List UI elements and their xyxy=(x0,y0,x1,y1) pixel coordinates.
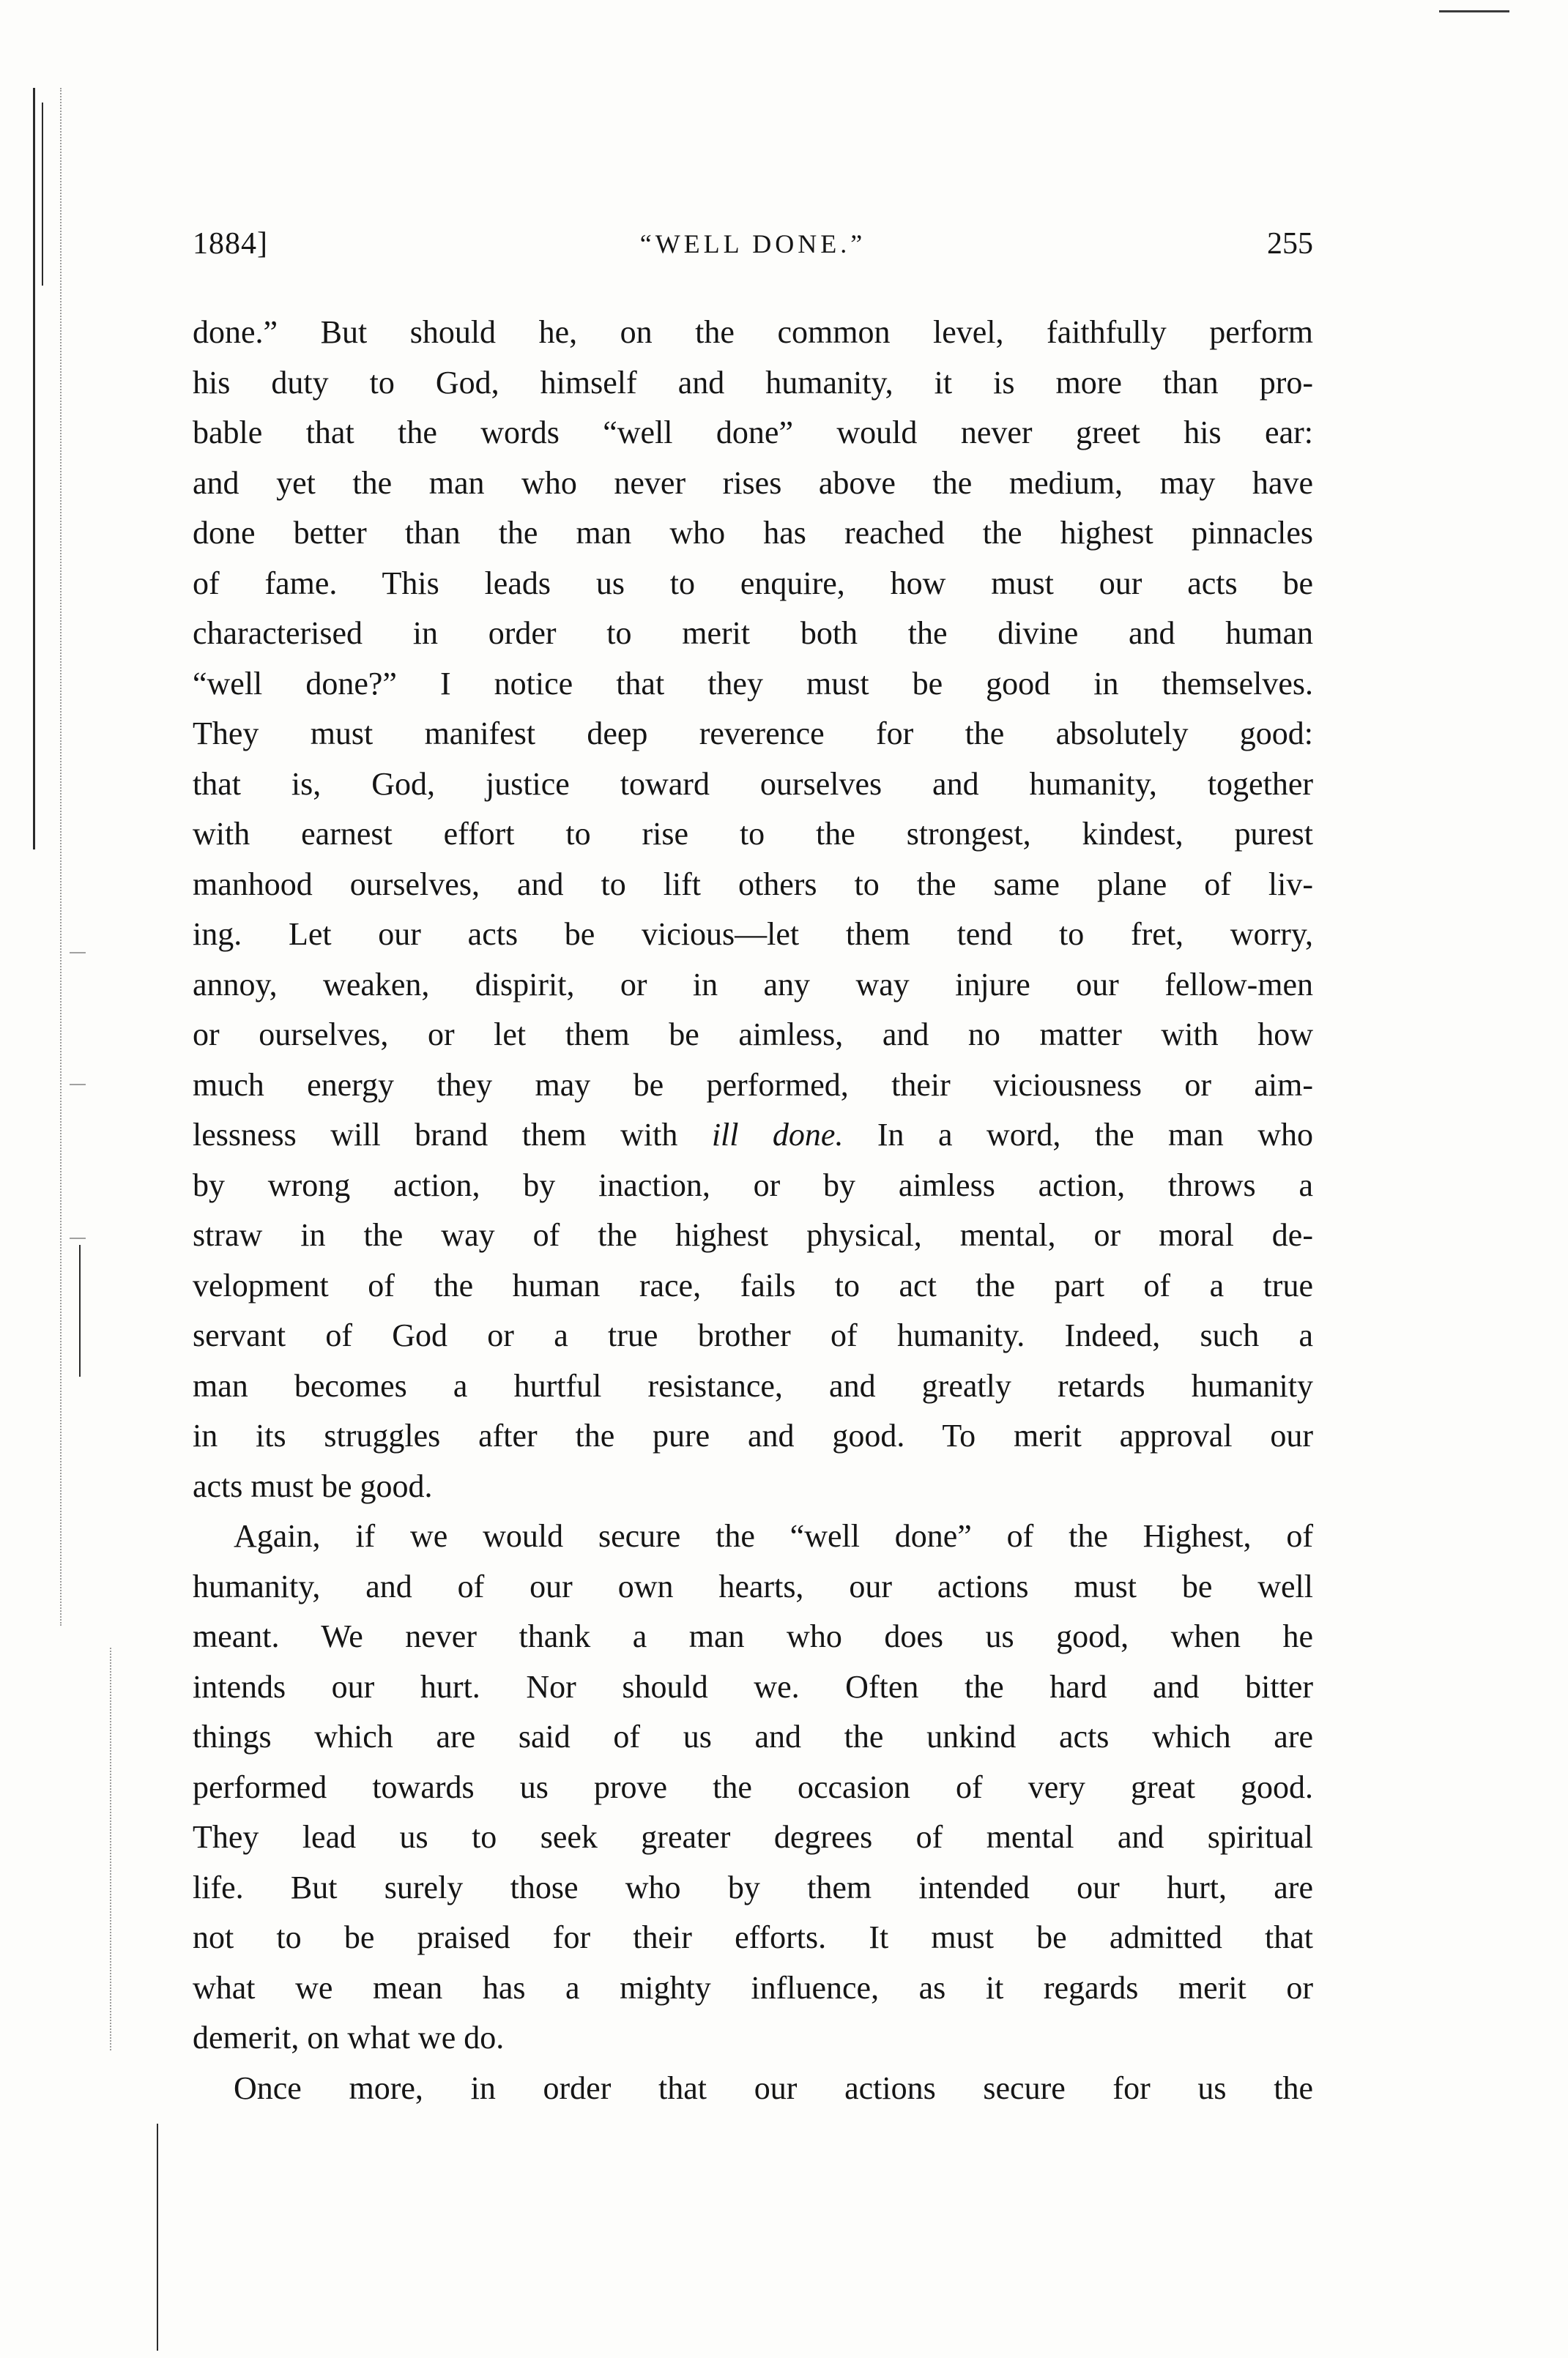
binding-edge-line xyxy=(157,2124,158,2351)
text-line: straw in the way of the highest physical, mental, or moral de- xyxy=(193,1217,1313,1253)
text-line: velopment of the human race, fails to act the part of a true xyxy=(193,1267,1313,1303)
text-line: servant of God or a true brother of humanity. Indeed, such a xyxy=(193,1317,1313,1353)
text-line: by wrong action, by inaction, or by aimless action, throws a xyxy=(193,1167,1313,1203)
text-line: things which are said of us and the unkind acts which are xyxy=(193,1719,1313,1755)
text-line: characterised in order to merit both the divine and human xyxy=(193,615,1313,651)
text-line: Again, if we would secure the “well done” of the Highest, of xyxy=(234,1518,1313,1554)
page-number: 255 xyxy=(1267,227,1313,261)
text-line: with earnest effort to rise to the strongest, kindest, purest xyxy=(193,816,1313,852)
body-text xyxy=(193,308,1313,2113)
text-line: done better than the man who has reached the highest pinnacles xyxy=(193,515,1313,551)
text-line: annoy, weaken, dispirit, or in any way injure our fellow-men xyxy=(193,966,1313,1003)
text-line: “well done?” I notice that they must be good in themselves. xyxy=(193,665,1313,702)
text-line: They must manifest deep reverence for the absolutely good: xyxy=(193,715,1313,751)
text-line: life. But surely those who by them intended our hurt, are xyxy=(193,1869,1313,1905)
binding-edge-speck xyxy=(70,952,86,953)
text-line: much energy they may be performed, their viciousness or aim- xyxy=(193,1066,1313,1103)
text-line: man becomes a hurtful resistance, and greatly retards humanity xyxy=(193,1367,1313,1404)
text-line: what we mean has a mighty influence, as it regards merit or xyxy=(193,1969,1313,2006)
header-year: 1884] xyxy=(193,227,268,261)
binding-edge-line xyxy=(33,88,35,849)
text-line: bable that the words “well done” would never greet his ear: xyxy=(193,414,1313,450)
text-line: his duty to God, himself and humanity, it is more than pro- xyxy=(193,364,1313,401)
text-line: meant. We never thank a man who does us good, when he xyxy=(193,1618,1313,1654)
binding-edge-line xyxy=(42,103,43,286)
running-header xyxy=(193,218,1313,269)
text-line: or ourselves, or let them be aimless, and no matter with how xyxy=(193,1016,1313,1052)
binding-edge-speck xyxy=(70,1238,86,1239)
text-line: acts must be good. xyxy=(193,1468,433,1504)
text-line: of fame. This leads us to enquire, how must our acts be xyxy=(193,565,1313,601)
text-line: demerit, on what we do. xyxy=(193,2020,505,2056)
text-line: performed towards us prove the occasion of very great good. xyxy=(193,1768,1313,1805)
text-line: that is, God, justice toward ourselves and humanity, together xyxy=(193,765,1313,802)
text-line: manhood ourselves, and to lift others to the same plane of liv- xyxy=(193,866,1313,902)
binding-edge-speck xyxy=(70,1084,86,1085)
running-title: “WELL DONE.” xyxy=(639,229,866,259)
text-segment: lessness will brand them with xyxy=(193,1117,712,1153)
text-line: Once more, in order that our actions secure for us the xyxy=(234,2069,1313,2106)
text-line: intends our hurt. Nor should we. Often the hard and bitter xyxy=(193,1668,1313,1705)
binding-edge-texture xyxy=(60,88,105,1626)
text-line: humanity, and of our own hearts, our actions must be well xyxy=(193,1568,1313,1604)
text-line: not to be praised for their efforts. It must be admitted that xyxy=(193,1919,1313,1955)
text-line xyxy=(193,1110,1313,1161)
text-line: They lead us to seek greater degrees of mental and spiritual xyxy=(193,1819,1313,1855)
text-line: done.” But should he, on the common level, faithfully perform xyxy=(193,314,1313,350)
text-line: in its struggles after the pure and good. To merit approval our xyxy=(193,1418,1313,1454)
italic-phrase: ill done. xyxy=(711,1117,844,1153)
text-line: and yet the man who never rises above the medium, may have xyxy=(193,464,1313,501)
text-line: ing. Let our acts be vicious—let them tend to fret, worry, xyxy=(193,916,1313,952)
text-segment: In a word, the man who xyxy=(843,1117,1314,1153)
top-edge-rule xyxy=(1439,10,1509,12)
binding-edge-texture xyxy=(110,1648,126,2050)
